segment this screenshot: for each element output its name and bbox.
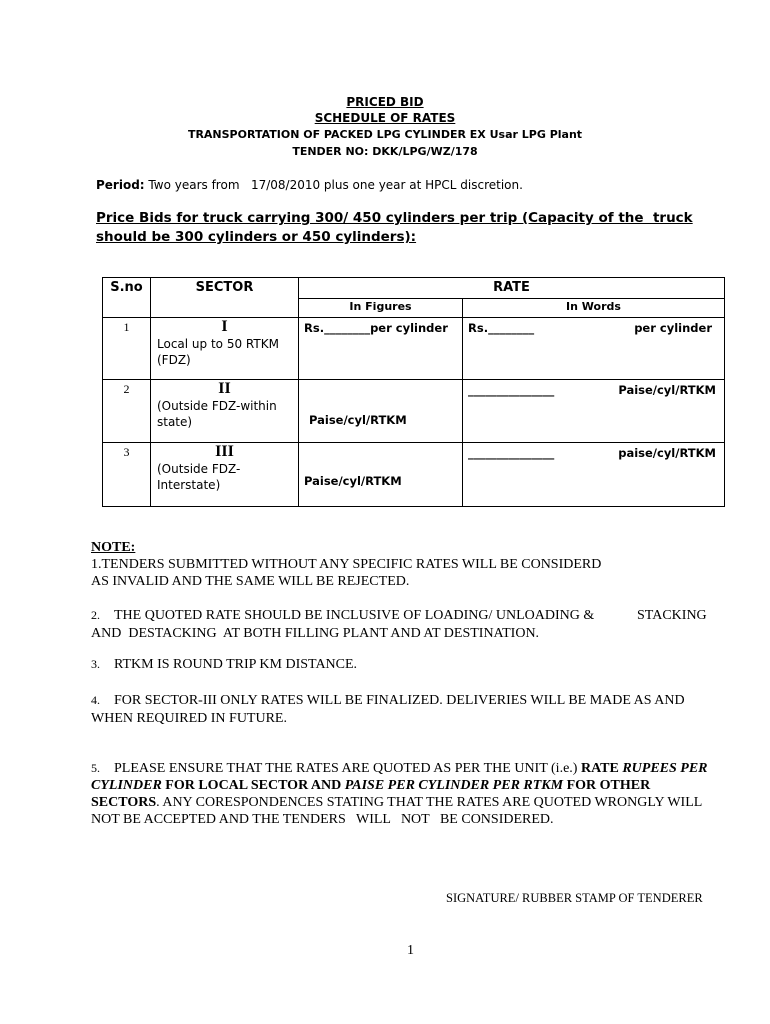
period-label: Period:	[96, 178, 145, 192]
note-5-text-d: CYLINDER	[91, 778, 162, 793]
note-4-number: 4.	[91, 693, 100, 707]
note-5-text-i: . ANY CORESPONDENCES STATING THAT THE RATES ARE QUOTED WRONGLY WILL	[156, 795, 703, 810]
rate-words-field[interactable]: _______________	[468, 383, 555, 397]
note-5-line1	[114, 760, 708, 777]
rate-words-field[interactable]: _______________	[468, 446, 555, 460]
note-2-stacking: STACKING	[637, 608, 707, 623]
header-in-figures: In Figures	[299, 299, 463, 318]
rate-words-unit: paise/cyl/RTKM	[618, 446, 716, 460]
note-3-number: 3.	[91, 657, 100, 671]
note-5-text-h: SECTORS	[91, 795, 157, 810]
note-2-number: 2.	[91, 608, 100, 622]
sector-desc-line1: (Outside FDZ-	[157, 462, 241, 476]
note-heading: NOTE:	[91, 540, 136, 555]
header-in-words: In Words	[463, 299, 725, 318]
table-row	[103, 443, 725, 507]
note-5-text-c: RUPEES PER	[622, 761, 708, 776]
note-2-line1: THE QUOTED RATE SHOULD BE INCLUSIVE OF LOADING/ UNLOADING &	[114, 608, 595, 623]
note-1-line2: AS INVALID AND THE SAME WILL BE REJECTED.	[91, 574, 410, 589]
doc-title: PRICED BID	[346, 95, 424, 109]
rate-figures-field[interactable]: Rs.________per cylinder	[304, 321, 448, 335]
tender-number: TENDER NO: DKK/LPG/WZ/178	[292, 145, 478, 158]
row-sno: 3	[123, 445, 130, 459]
period-line	[96, 178, 523, 192]
note-1-line1: 1.TENDERS SUBMITTED WITHOUT ANY SPECIFIC RATES WILL BE CONSIDERD	[91, 557, 602, 572]
note-5-text-e: FOR LOCAL SECTOR AND	[161, 778, 345, 793]
row-sno: 2	[123, 382, 130, 396]
note-5-line2	[91, 777, 737, 794]
signature-label: SIGNATURE/ RUBBER STAMP OF TENDERER	[446, 891, 703, 905]
sector-roman: III	[215, 443, 234, 460]
doc-subtitle: SCHEDULE OF RATES	[314, 111, 456, 125]
table-row	[103, 380, 725, 443]
rate-words-unit: Paise/cyl/RTKM	[618, 383, 716, 397]
sector-desc-line1: (Outside FDZ-within	[157, 399, 277, 413]
page-number: 1	[407, 943, 414, 958]
note-5-text-a: PLEASE ENSURE THAT THE RATES ARE QUOTED AS PER THE UNIT (i.e.)	[114, 761, 581, 776]
sector-roman: II	[218, 380, 231, 397]
header-sno: S.no	[103, 278, 151, 318]
note-2-line2: AND DESTACKING AT BOTH FILLING PLANT AND AT DESTINATION.	[91, 626, 540, 641]
rate-words-field[interactable]: Rs.________	[468, 321, 535, 335]
rate-figures-field[interactable]: Paise/cyl/RTKM	[304, 474, 402, 488]
note-5-line4: NOT BE ACCEPTED AND THE TENDERS WILL NOT BE CONSIDERED.	[91, 812, 554, 827]
transport-line: TRANSPORTATION OF PACKED LPG CYLINDER EX Usar LPG Plant	[187, 128, 583, 141]
price-bids-line2: should be 300 cylinders or 450 cylinders):	[96, 229, 417, 245]
rates-table	[102, 277, 725, 507]
sector-desc-line2: Interstate)	[157, 478, 221, 492]
sector-desc-line2: (FDZ)	[157, 353, 191, 367]
table-row	[103, 318, 725, 380]
note-3-text: RTKM IS ROUND TRIP KM DISTANCE.	[114, 657, 358, 672]
rate-figures-field[interactable]: Paise/cyl/RTKM	[309, 413, 407, 427]
header-sector: SECTOR	[151, 278, 299, 318]
note-4-line2: WHEN REQUIRED IN FUTURE.	[91, 711, 287, 726]
note-5-text-g: FOR OTHER	[563, 778, 651, 793]
header-rate: RATE	[299, 278, 725, 299]
sector-desc-line2: state)	[157, 415, 193, 429]
note-4-line1: FOR SECTOR-III ONLY RATES WILL BE FINALIZED. DELIVERIES WILL BE MADE AS AND	[114, 693, 685, 708]
note-5-text-b: RATE	[580, 761, 623, 776]
period-text: Two years from 17/08/2010 plus one year at HPCL discretion.	[144, 178, 523, 192]
row-sno: 1	[123, 320, 130, 334]
note-5-text-f: PAISE PER CYLINDER PER RTKM	[344, 778, 564, 793]
note-5-line3	[91, 794, 702, 811]
price-bids-line1: Price Bids for truck carrying 300/ 450 cylinders per trip (Capacity of the truck	[96, 210, 693, 226]
note-5-number: 5.	[91, 761, 100, 775]
sector-roman: I	[221, 318, 228, 335]
sector-desc-line1: Local up to 50 RTKM	[157, 337, 279, 351]
table-header-row	[103, 278, 725, 299]
rate-words-unit: per cylinder	[634, 321, 712, 335]
